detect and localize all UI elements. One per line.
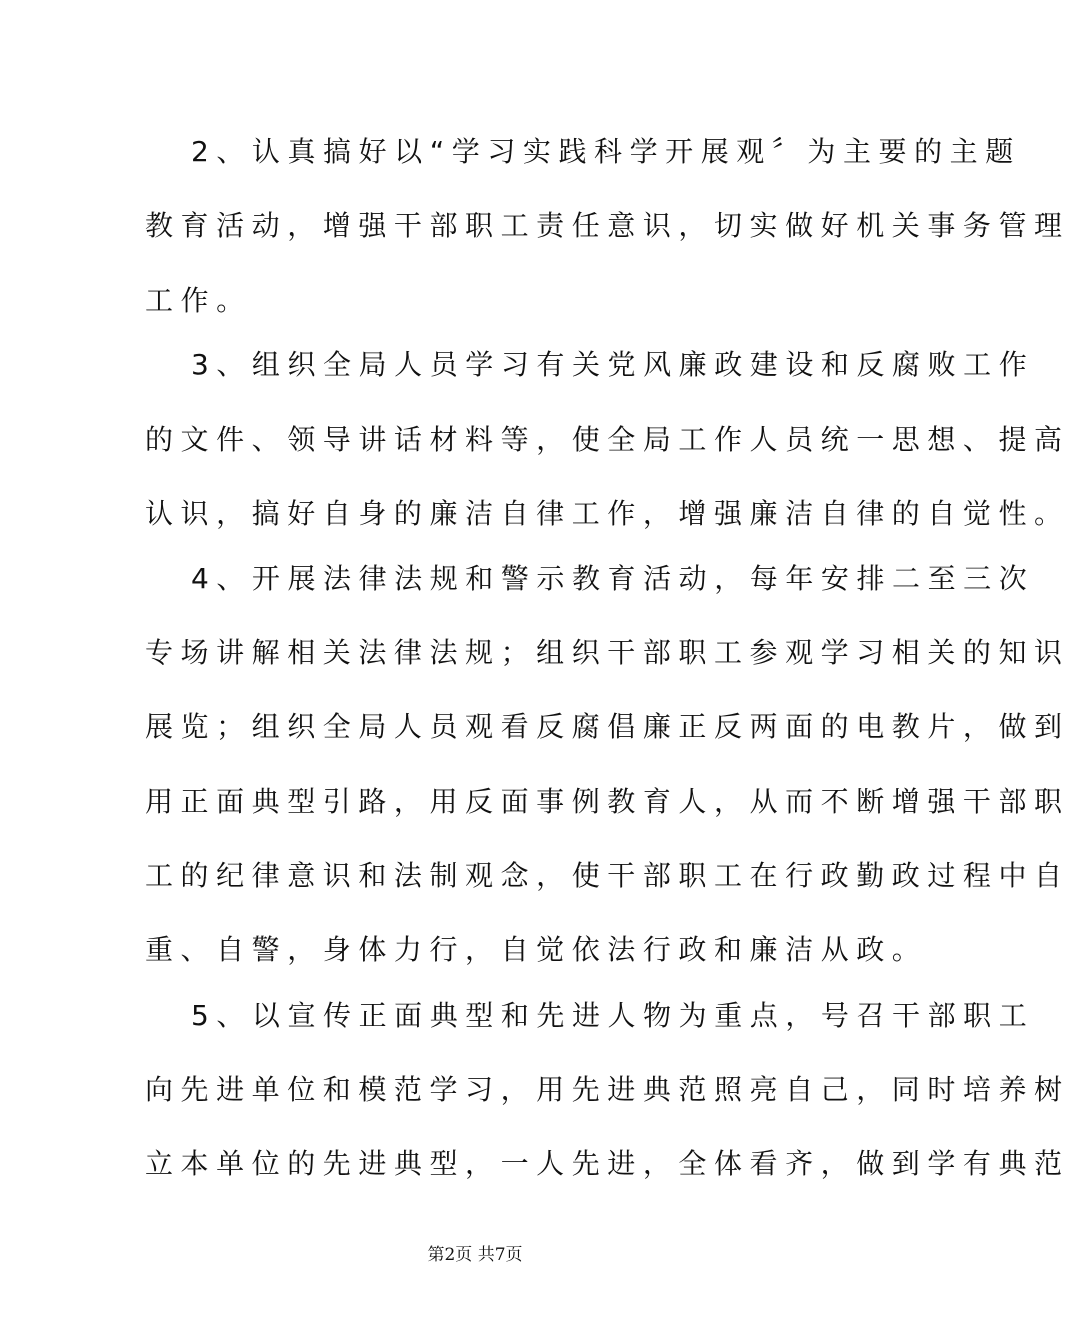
page-number-footer: 第2页 共7页	[427, 1245, 523, 1265]
paragraph-5-line-2: 向先进单位和模范学习，用先进典范照亮自己，同时培养树	[145, 1073, 1070, 1106]
paragraph-4-line-1: 4、开展法律法规和警示教育活动，每年安排二至三次	[191, 562, 1035, 595]
paragraph-3-line-2: 的文件、领导讲话材料等，使全局工作人员统一思想、提高	[145, 423, 1070, 456]
paragraph-3-line-3: 认识，搞好自身的廉洁自律工作，增强廉洁自律的自觉性。	[145, 497, 1070, 530]
paragraph-4-line-3: 展览；组织全局人员观看反腐倡廉正反两面的电教片，做到	[145, 710, 1070, 743]
paragraph-2-line-2: 教育活动，增强干部职工责任意识，切实做好机关事务管理	[145, 209, 1070, 242]
paragraph-5-line-3: 立本单位的先进典型，一人先进，全体看齐，做到学有典范	[145, 1147, 1070, 1180]
paragraph-5-line-1: 5、以宣传正面典型和先进人物为重点，号召干部职工	[191, 999, 1035, 1032]
paragraph-4-line-2: 专场讲解相关法律法规；组织干部职工参观学习相关的知识	[145, 636, 1070, 669]
paragraph-2-line-3: 工作。	[145, 284, 252, 317]
paragraph-3-line-1: 3、组织全局人员学习有关党风廉政建设和反腐败工作	[191, 348, 1035, 381]
paragraph-2-line-1: 2、认真搞好以“学习实践科学开展观〞为主要的主题	[191, 135, 1021, 168]
paragraph-4-line-6: 重、自警，身体力行，自觉依法行政和廉洁从政。	[145, 933, 928, 966]
paragraph-4-line-4: 用正面典型引路，用反面事例教育人，从而不断增强干部职	[145, 785, 1070, 818]
paragraph-4-line-5: 工的纪律意识和法制观念，使干部职工在行政勤政过程中自	[145, 859, 1070, 892]
